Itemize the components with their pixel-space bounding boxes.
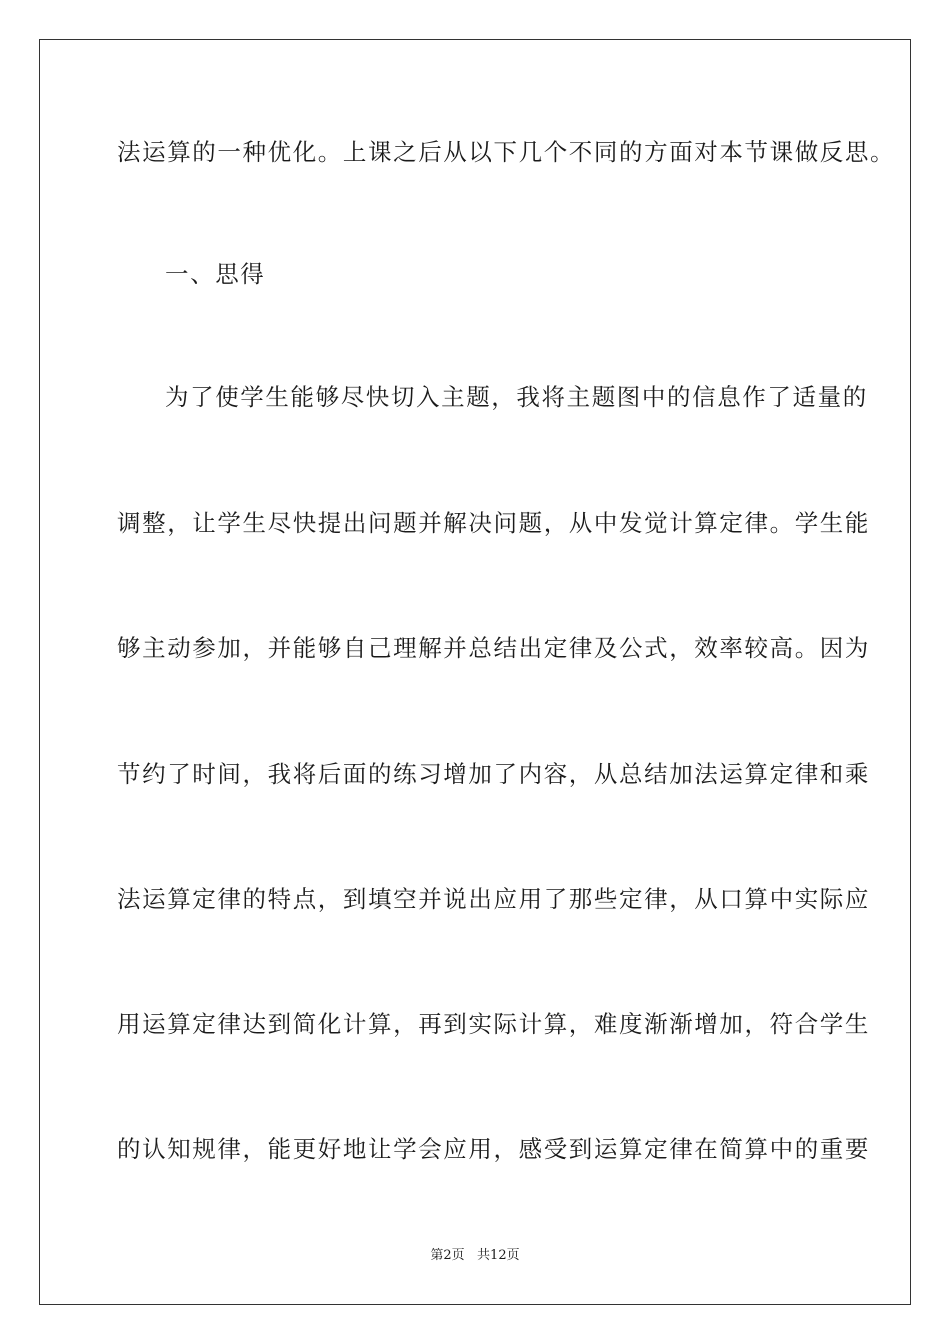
paragraph-line: 法运算定律的特点，到填空并说出应用了那些定律，从口算中实际应 [117,885,870,913]
paragraph-line: 用运算定律达到简化计算，再到实际计算，难度渐渐增加，符合学生 [117,1010,870,1038]
paragraph-line: 调整，让学生尽快提出问题并解决问题，从中发觉计算定律。学生能 [117,509,870,537]
page-border [39,39,911,1305]
paragraph-line: 够主动参加，并能够自己理解并总结出定律及公式，效率较高。因为 [117,634,870,662]
paragraph-line: 为了使学生能够尽快切入主题，我将主题图中的信息作了适量的 [165,383,868,411]
section-heading: 一、思得 [165,260,266,288]
paragraph-line: 节约了时间，我将后面的练习增加了内容，从总结加法运算定律和乘 [117,760,870,788]
paragraph-line: 法运算的一种优化。上课之后从以下几个不同的方面对本节课做反思。 [117,138,896,166]
paragraph-line: 的认知规律，能更好地让学会应用，感受到运算定律在简算中的重要 [117,1135,870,1163]
page-number-footer: 第2页 共12页 [430,1248,520,1263]
